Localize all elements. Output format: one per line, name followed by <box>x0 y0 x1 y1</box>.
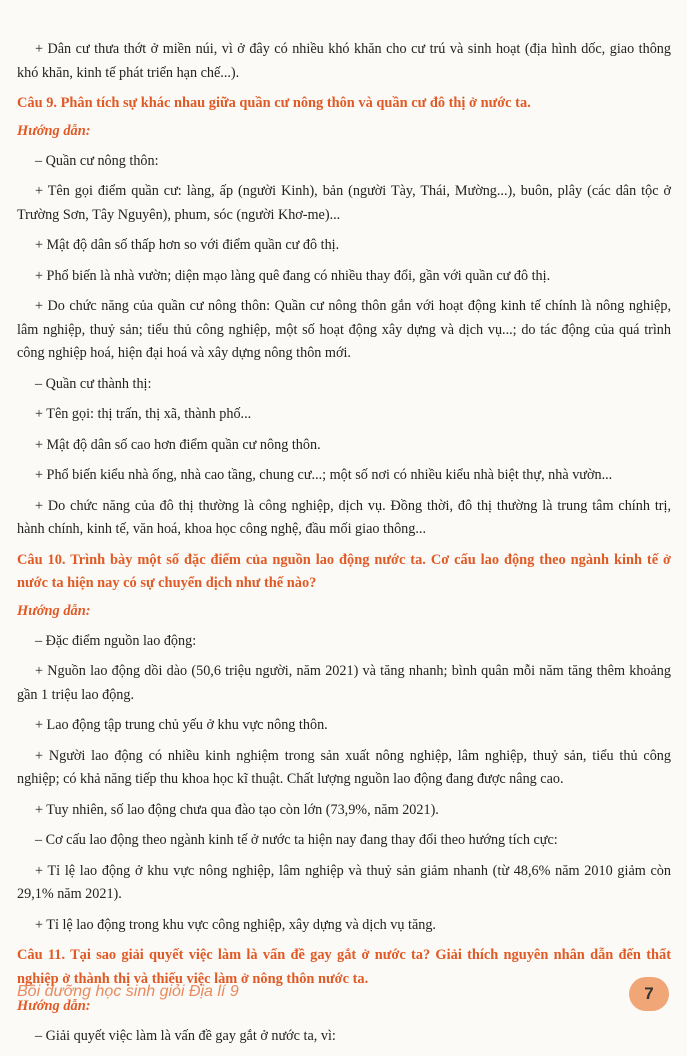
q10-line: + Tuy nhiên, số lao động chưa qua đào tạo còn lớn (73,9%, năm 2021). <box>35 801 439 818</box>
q10-line: + Tỉ lệ lao động trong khu vực công nghiệp, xây dựng và dịch vụ tăng. <box>35 916 436 933</box>
q10-line: + Tỉ lệ lao động ở khu vực nông nghiệp, lâm nghiệp và thuỷ sản giảm nhanh (từ 48,6% năm 2010 giảm còn 29,1% năm 2021). <box>17 862 671 902</box>
q9-line: + Do chức năng của đô thị thường là công nghiệp, dịch vụ. Đồng thời, đô thị thường là trung tâm chính trị, hành chính, kinh tế, văn hoá, khoa học công nghệ, đầu mối giao thông... <box>17 497 671 537</box>
question-10-title: Câu 10. Trình bày một số đặc điểm của nguồn lao động nước ta. Cơ cấu lao động theo ngành kinh tế ở nước ta hiện nay có sự chuyển dịch như thế nào? <box>17 551 671 591</box>
intro-paragraph: + Dân cư thưa thớt ở miền núi, vì ở đây có nhiều khó khăn cho cư trú và sinh hoạt (địa hình dốc, giao thông khó khăn, kinh tế phát triển hạn chế...). <box>17 41 671 81</box>
q10-line: + Người lao động có nhiều kinh nghiệm trong sản xuất nông nghiệp, lâm nghiệp, thuỷ sản, tiểu thủ công nghiệp; có khả năng tiếp thu khoa học kĩ thuật. Chất lượng nguồn lao động đang được nâng cao. <box>17 747 671 787</box>
q9-line: + Phổ biến kiểu nhà ống, nhà cao tầng, chung cư...; một số nơi có nhiều kiểu nhà biệt thự, nhà vườn... <box>35 467 613 483</box>
page-number-badge: 7 <box>629 977 669 1011</box>
q9-line: + Phổ biến là nhà vườn; diện mạo làng quê đang có nhiều thay đổi, gần với quần cư đô thị. <box>35 267 551 284</box>
question-9-guide-label: Hướng dẫn: <box>17 122 91 139</box>
page-content <box>17 38 671 1056</box>
q9-line: + Mật độ dân số cao hơn điểm quần cư nông thôn. <box>35 436 321 453</box>
question-11-guide-label: Hướng dẫn: <box>17 998 91 1014</box>
q10-line: + Lao động tập trung chủ yếu ở khu vực nông thôn. <box>35 717 328 733</box>
q9-line: – Quần cư nông thôn: <box>35 152 159 169</box>
q9-line: + Tên gọi điểm quần cư: làng, ấp (người Kinh), bản (người Tày, Thái, Mường...), buôn, plây (các dân tộc ở Trường Sơn, Tây Nguyên), phum, sóc (người Khơ-me)... <box>17 183 671 223</box>
question-10-guide-label: Hướng dẫn: <box>17 602 91 619</box>
q11-line: – Giải quyết việc làm là vấn đề gay gắt ở nước ta, vì: <box>35 1028 336 1044</box>
q10-line: – Cơ cấu lao động theo ngành kinh tế ở nước ta hiện nay đang thay đổi theo hướng tích cực: <box>35 832 558 848</box>
question-9-title: Câu 9. Phân tích sự khác nhau giữa quần cư nông thôn và quần cư đô thị ở nước ta. <box>17 95 531 111</box>
q10-line: – Đặc điểm nguồn lao động: <box>35 632 197 649</box>
q10-line: + Nguồn lao động dồi dào (50,6 triệu người, năm 2021) và tăng nhanh; bình quân mỗi năm tăng thêm khoảng gần 1 triệu lao động. <box>17 663 671 703</box>
q9-line: + Do chức năng của quần cư nông thôn: Quần cư nông thôn gắn với hoạt động kinh tế chính là nông nghiệp, lâm nghiệp, thuỷ sản; tiểu thủ công nghiệp, một số hoạt động xây dựng và dịch vụ...; do tác động của quá trình công nghiệp hoá, hiện đại hoá và xây dựng nông thôn mới. <box>17 298 671 361</box>
question-11-title: Câu 11. Tại sao giải quyết việc làm là vấn đề gay gắt ở nước ta? Giải thích nguyên nhân dẫn đến thất nghiệp ở thành thị và thiếu việc làm ở nông thôn nước ta. <box>17 947 671 987</box>
book-title-footer: Bồi dưỡng học sinh giỏi Địa lí 9 <box>17 983 239 1000</box>
q9-line: + Mật độ dân số thấp hơn so với điểm quần cư đô thị. <box>35 237 340 253</box>
q9-line: – Quần cư thành thị: <box>35 375 152 392</box>
q9-line: + Tên gọi: thị trấn, thị xã, thành phố... <box>35 406 252 422</box>
